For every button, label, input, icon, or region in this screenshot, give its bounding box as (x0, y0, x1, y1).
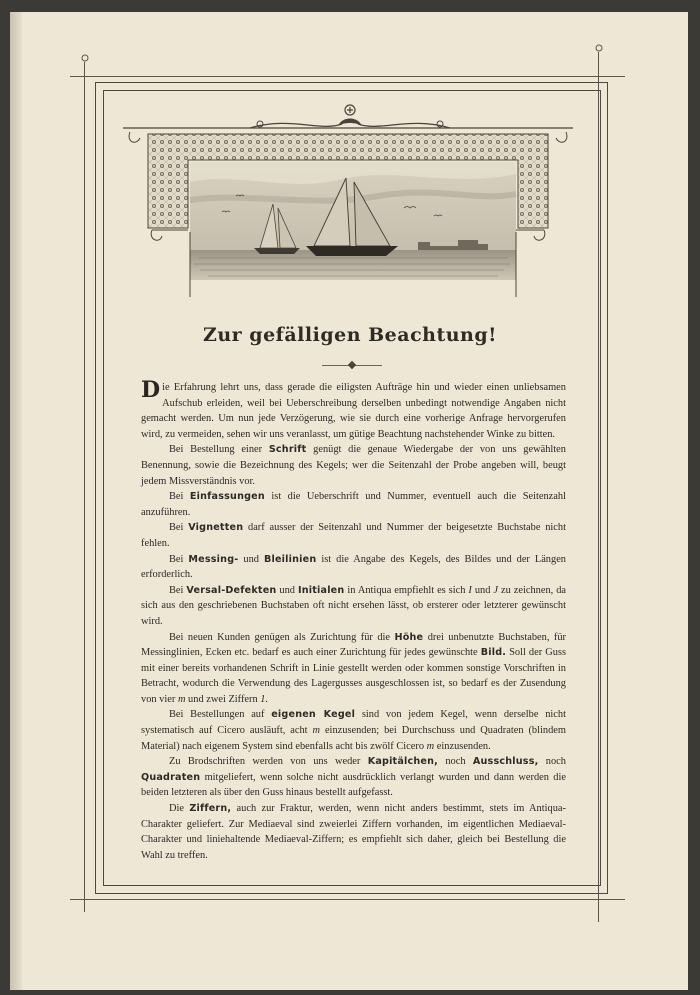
top-rule-line (70, 76, 625, 77)
paragraph: Bei Bestellungen auf eigenen Kegel sind von jedem Kegel, wenn derselbe nicht systematisch auf Cicero ausläuft, acht m einzusenden; bei Durchschuss und Quadraten (blindem Material) nach eigenem System sind ebenfalls acht bis zwölf Cicero m einzusenden. (141, 709, 566, 752)
paragraph: Bei Bestellung einer Schrift genügt die genaue Wiedergabe der von uns gewählten Benennung, sowie die Bezeichnung des Kegels; wer die Seitenzahl der Probe angeben will, beugt jedem Missverständnis vor. (141, 444, 566, 487)
notice-body (141, 377, 567, 863)
bottom-rule-line (70, 899, 625, 900)
catalog-page (10, 12, 688, 990)
corner-ornament-icon (590, 42, 608, 60)
paragraph: Bei Vignetten darf ausser der Seitenzahl und Nummer der beigesetzte Buchstabe nicht fehlen. (141, 522, 567, 549)
paragraph: Bei Messing- und Bleilinien ist die Angabe des Kegels, des Bildes und der Längen erforderlich. (141, 553, 567, 581)
corner-ornament-icon (76, 52, 94, 70)
paragraph: Bei neuen Kunden genügen als Zurichtung für die Höhe drei unbenutzte Buchstaben, für Messinglinien, Ecken etc. bedarf es auch einer Zurichtung für jedes gewünschte Bild. Soll der Guss mit einer bereits vorhandenen Schrift in Linie gestellt werden oder kommen sonstige Vorschriften in Betracht, wodurch die Verwendung des Lagergusses ausgeschlossen ist, so bedarf es der Zusendung von vier m und zwei Ziffern 1. (141, 631, 566, 705)
drop-cap: D (141, 377, 161, 403)
paragraph: Die Ziffern, auch zur Fraktur, werden, wenn nicht anders bestimmt, stets im Antiqua-Charakter geliefert. Zur Mediaeval sind zweierlei Ziffern vorhanden, im eigentlichen Mediaeval-Charakter und liniehaltende Mediaeval-Ziffern; es empfiehlt sich daher, gleich bei Bestellung die Wahl zu treffen. (141, 803, 566, 861)
header-vignette (118, 122, 578, 302)
left-rule-line (84, 62, 85, 912)
page-title: Zur gefälligen Beachtung! (203, 324, 497, 346)
paragraph: Bei Versal-Defekten und Initialen in Antiqua empfiehlt es sich I und J zu zeichnen, da sich aus den geschriebenen Buchstaben oft nicht ersehen lässt, ob ersterer oder letzterer gewünscht wird. (141, 584, 567, 627)
paragraph: Zu Brodschriften werden von uns weder Kapitälchen, noch Ausschluss, noch Quadraten mitgeliefert, wenn solche nicht ausdrücklich verlangt wurden und dann werden die beiden letzteren als über den Guss hinaus bestellt aufgefasst. (141, 756, 566, 799)
paragraph: Bei Einfassungen ist die Ueberschrift und Nummer, eventuell auch die Seitenzahl anzuführen. (141, 491, 566, 518)
paragraph: Die Erfahrung lehrt uns, dass gerade die eiligsten Aufträge hin und wieder einen unliebsamen Aufschub erleiden, weil bei Ueberschreibung derselben unbedingt notwendige Angaben nicht gemacht werden. Um nun jede Verzögerung, wie sie durch eine vorherige Anfrage hervorgerufen wird, zu vermeiden, sehen wir uns veranlasst, um gütige Beachtung nachstehender Winke zu bitten. (141, 377, 566, 440)
binding-edge (10, 12, 22, 990)
